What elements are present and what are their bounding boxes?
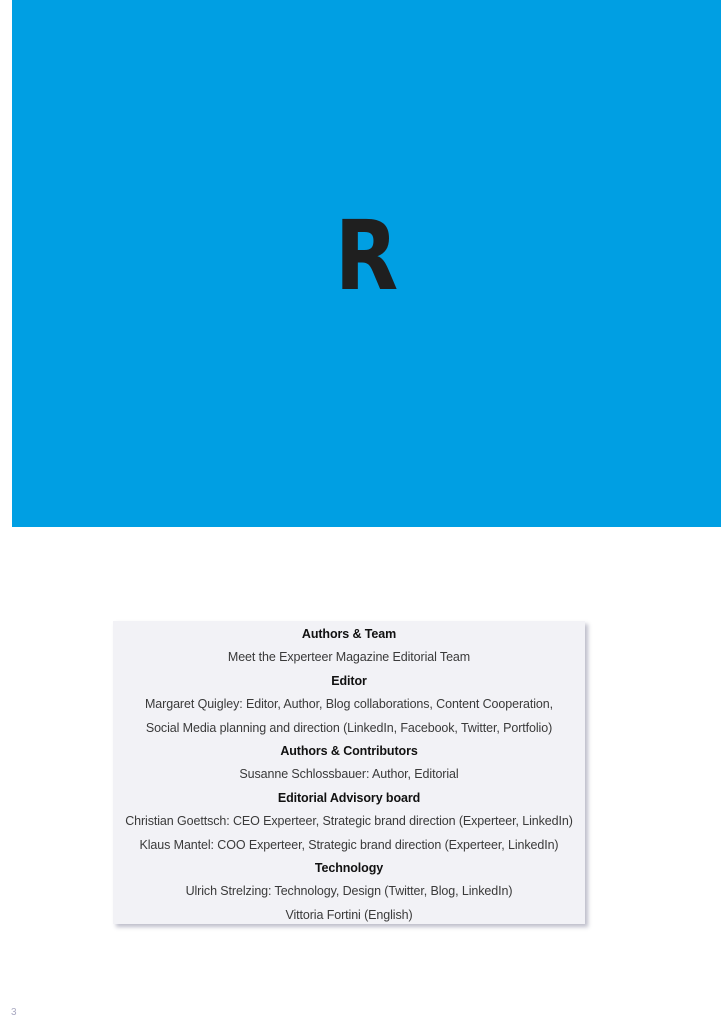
credits-box [113,621,585,924]
technology-heading: Technology [314,861,384,876]
credits-title: Authors & Team [301,627,397,641]
advisory-line-1: Christian Goettsch: CEO Experteer, Strategic brand direction (Experteer, LinkedIn) [125,814,573,829]
technology-line-1: Ulrich Strelzing: Technology, Design (Twitter, Blog, LinkedIn) [185,884,513,899]
advisory-line-2: Klaus Mantel: COO Experteer, Strategic brand direction (Experteer, LinkedIn) [139,837,559,852]
editor-line-1: Margaret Quigley: Editor, Author, Blog collaborations, Content Cooperation, [144,697,554,712]
contributor-line: Susanne Schlossbauer: Author, Editorial [239,767,459,782]
credits-subtitle: Meet the Experteer Magazine Editorial Team [227,650,471,665]
contributors-heading: Authors & Contributors [280,744,418,759]
page-number: 3 [11,1007,17,1018]
editor-line-2: Social Media planning and direction (LinkedIn, Facebook, Twitter, Portfolio) [145,720,553,735]
technology-line-2: Vittoria Fortini (English) [285,907,413,922]
hero-letter: R [334,200,399,312]
hero-banner [12,0,721,527]
editor-heading: Editor [331,673,367,688]
advisory-heading: Editorial Advisory board [277,790,421,805]
